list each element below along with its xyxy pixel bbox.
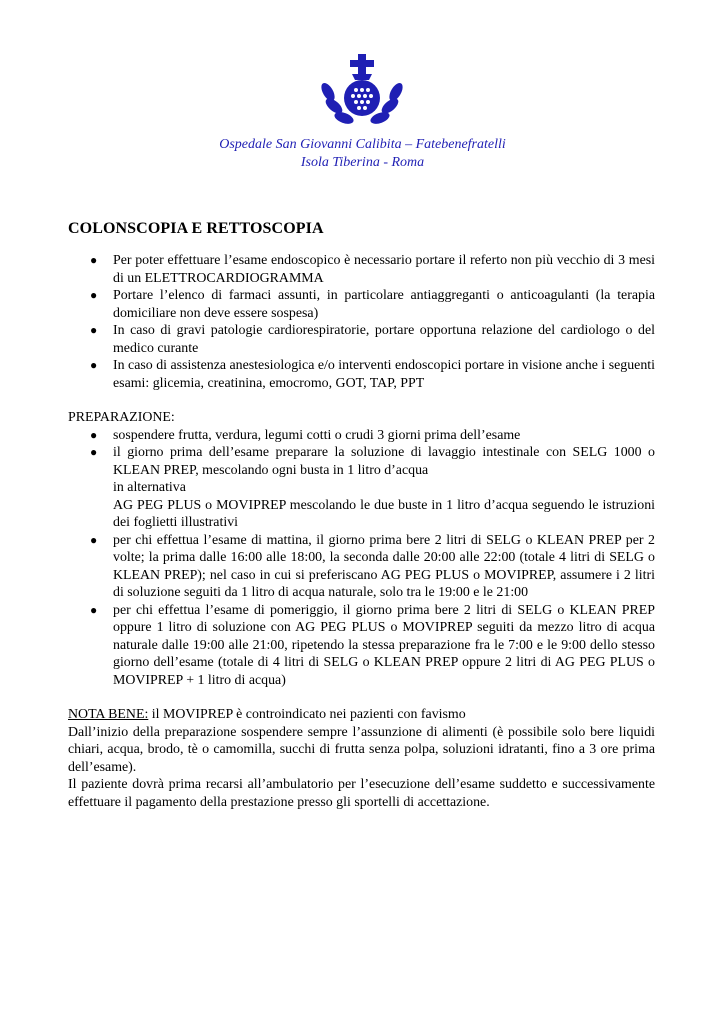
list-item-text: sospendere frutta, verdura, legumi cotti o crudi 3 giorni prima dell’esame [113,427,521,443]
list-item-text: Portare l’elenco di farmaci assunti, in particolare antiaggreganti o anticoagulanti (la terapia domiciliare non deve essere sospesa) [113,288,655,321]
hospital-location: Isola Tiberina - Roma [300,155,425,170]
list-item-text: Per poter effettuare l’esame endoscopico è necessario portare il referto non più vecchio di 3 mesi di un ELETTROCARDIOGRAMMA [113,253,655,286]
list-item [68,444,655,532]
nota-bene-text: il MOVIPREP è controindicato nei pazienti con favismo [148,707,466,722]
bullet-icon: ● [90,253,98,267]
list-item [68,602,655,690]
bullet-icon: ● [90,532,98,547]
list-item-text: In caso di gravi patologie cardiorespiratorie, portare opportuna relazione del cardiologo o del medico curante [113,323,655,356]
list-item-text: In caso di assistenza anestesiologica e/o interventi endoscopici portare in visione anche i seguenti esami: glicemia, creatinina, emocromo, GOT, TAP, PPT [113,358,655,391]
fasting-paragraph: Dall’inizio della preparazione sospendere sempre l’assunzione di alimenti (è possibile solo bere liquidi chiari, acqua, brodo, tè o camomilla, succhi di frutta senza polpa, soluzioni idratanti, fino a 3 ore prima dell’esame). [68,724,655,775]
bullet-icon: ● [90,288,98,302]
bullet-icon: ● [90,602,98,617]
list-item-text: il giorno prima dell’esame preparare la soluzione di lavaggio intestinale con SELG 1000 o KLEAN PREP, mescolando ogni busta in 1 litro d’acqua [113,445,655,478]
bullet-icon: ● [90,445,98,459]
list-item-text: per chi effettua l’esame di mattina, il giorno prima bere 2 litri di SELG o KLEAN PREP per 2 volte; la prima dalle 16:00 alle 18:00, la seconda dalle 20:00 alle 22:00 (totale 4 litri di SELG o KLEAN PREP); nel caso in cui si preferiscano AG PEG PLUS o MOVIPREP, assumere i 2 litri di soluzione seguiti da 1 litro di acqua naturale, solo tra le 19:00 e le 21:00 [113,532,655,600]
cross-pomegranate-logo-icon [314,52,410,132]
list-item [68,322,655,357]
list-item [68,427,655,445]
payment-paragraph: Il paziente dovrà prima recarsi all’ambulatorio per l’esecuzione dell’esame suddetto e successivamente effettuare il pagamento della prestazione presso gli sportelli di accettazione. [68,777,655,810]
list-item-text: in alternativa [113,480,186,495]
hospital-name: Ospedale San Giovanni Calibita – Fatebenefratelli [219,137,506,152]
intro-list [68,252,655,392]
bullet-icon: ● [90,427,98,442]
list-item [68,532,655,602]
preparation-heading: PREPARAZIONE: [68,410,175,425]
list-item [68,357,655,392]
bullet-icon: ● [90,358,98,372]
list-item [68,287,655,322]
nota-bene-label: NOTA BENE: [68,707,149,722]
document-body [68,252,655,811]
page-title: COLONSCOPIA E RETTOSCOPIA [68,220,324,237]
bullet-icon: ● [90,323,98,337]
list-item [68,252,655,287]
nota-bene [68,706,655,724]
preparation-list [68,427,655,690]
list-item-text: AG PEG PLUS o MOVIPREP mescolando le due buste in 1 litro d’acqua seguendo le istruzioni dei foglietti illustrativi [113,497,655,530]
list-item-text: per chi effettua l’esame di pomeriggio, il giorno prima bere 2 litri di SELG o KLEAN PREP oppure 1 litro di soluzione con AG PEG PLUS o MOVIPREP seguiti da mezzo litro di acqua naturale dalle 19:00 alle 21:00, ripetendo la stessa preparazione fra le 7:00 e le 9:00 dello stesso giorno dell’esame (totale di 4 litri di SELG o KLEAN PREP oppure 2 litri di AG PEG PLUS o MOVIPREP + 1 litro di acqua) [113,602,655,688]
